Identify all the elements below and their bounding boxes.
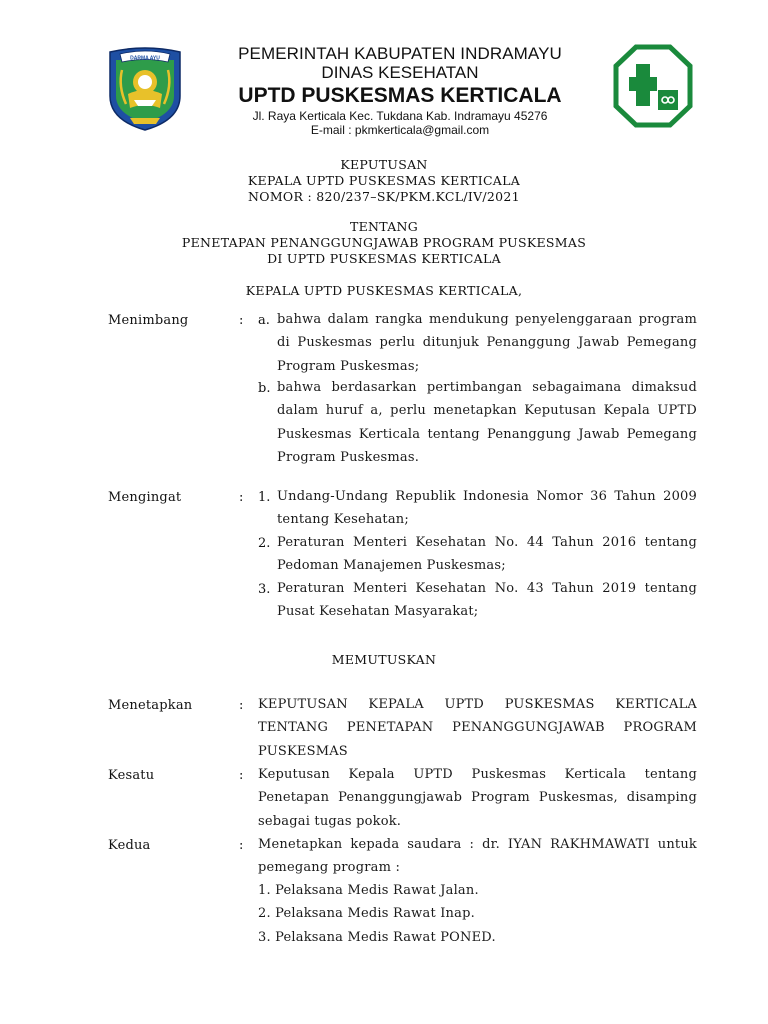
- subject-line-1: PENETAPAN PENANGGUNGJAWAB PROGRAM PUSKESMAS: [181, 235, 587, 250]
- kesatu-label: Kesatu: [108, 768, 155, 783]
- menetapkan-label: Menetapkan: [108, 698, 193, 713]
- kedua-item-2: 2. Pelaksana Medis Rawat Inap.: [258, 906, 475, 921]
- menimbang-item-b: bahwa berdasarkan pertimbangan sebagaimana dimaksud dalam huruf a, perlu menetapkan Keputusan Kepala UPTD Puskesmas Kerticala tentang Penanggung Jawab Pemegang Program Puskesmas.: [277, 380, 697, 465]
- decree-heading: KEPUTUSAN: [340, 157, 428, 172]
- kedua-item-1: 1. Pelaksana Medis Rawat Jalan.: [258, 883, 479, 898]
- mengingat-marker-2: 2.: [258, 536, 271, 551]
- menimbang-marker-a: a.: [258, 313, 270, 328]
- kedua-label: Kedua: [108, 838, 151, 853]
- menetapkan-text: KEPUTUSAN KEPALA UPTD PUSKESMAS KERTICALA TENTANG PENETAPAN PENANGGUNGJAWAB PROGRAM PUSKESMAS: [258, 697, 697, 759]
- letterhead-institution: UPTD PUSKESMAS KERTICALA: [238, 84, 562, 107]
- mengingat-marker-3: 3.: [258, 582, 271, 597]
- decree-number: NOMOR : 820/237–SK/PKM.KCL/IV/2021: [248, 189, 520, 204]
- subject-line-2: DI UPTD PUSKESMAS KERTICALA: [267, 251, 501, 266]
- puskesmas-cross-icon: [613, 44, 693, 128]
- kedua-text: Menetapkan kepada saudara : dr. IYAN RAKHMAWATI untuk pemegang program :: [258, 837, 697, 876]
- letterhead: [190, 44, 610, 137]
- menimbang-colon: :: [239, 313, 244, 328]
- kedua-item-3: 3. Pelaksana Medis Rawat PONED.: [258, 930, 496, 945]
- menimbang-marker-b: b.: [258, 381, 271, 396]
- memutuskan-heading: MEMUTUSKAN: [331, 652, 437, 667]
- indramayu-regency-emblem-icon: [104, 46, 186, 132]
- menetapkan-colon: :: [239, 698, 244, 713]
- mengingat-marker-1: 1.: [258, 490, 271, 505]
- signer-heading: KEPALA UPTD PUSKESMAS KERTICALA,: [245, 283, 523, 298]
- kesatu-text: Keputusan Kepala UPTD Puskesmas Kerticala tentang Penetapan Penanggungjawab Program Puskesmas, disamping sebagai tugas pokok.: [258, 767, 697, 829]
- mengingat-colon: :: [239, 490, 244, 505]
- letterhead-address: Jl. Raya Kerticala Kec. Tukdana Kab. Indramayu 45276: [252, 109, 548, 123]
- about-heading: TENTANG: [349, 219, 419, 234]
- kesatu-colon: :: [239, 768, 244, 783]
- letterhead-email: E-mail : pkmkerticala@gmail.com: [310, 123, 490, 137]
- mengingat-item-3: Peraturan Menteri Kesehatan No. 43 Tahun 2019 tentang Pusat Kesehatan Masyarakat;: [277, 581, 697, 620]
- mengingat-item-1: Undang-Undang Republik Indonesia Nomor 36 Tahun 2009 tentang Kesehatan;: [277, 489, 697, 528]
- letterhead-office: DINAS KESEHATAN: [321, 63, 479, 82]
- mengingat-item-2: Peraturan Menteri Kesehatan No. 44 Tahun 2016 tentang Pedoman Manajemen Puskesmas;: [277, 535, 697, 574]
- decree-issuer: KEPALA UPTD PUSKESMAS KERTICALA: [247, 173, 521, 188]
- kedua-colon: :: [239, 838, 244, 853]
- menimbang-item-a: bahwa dalam rangka mendukung penyelenggaraan program di Puskesmas perlu ditunjuk Penanggung Jawab Pemegang Program Puskesmas;: [277, 312, 697, 374]
- mengingat-label: Mengingat: [108, 490, 182, 505]
- emblem-banner-text: DARMA AYU: [130, 55, 160, 62]
- letterhead-government: PEMERINTAH KABUPATEN INDRAMAYU: [238, 44, 562, 63]
- menimbang-label: Menimbang: [108, 313, 189, 328]
